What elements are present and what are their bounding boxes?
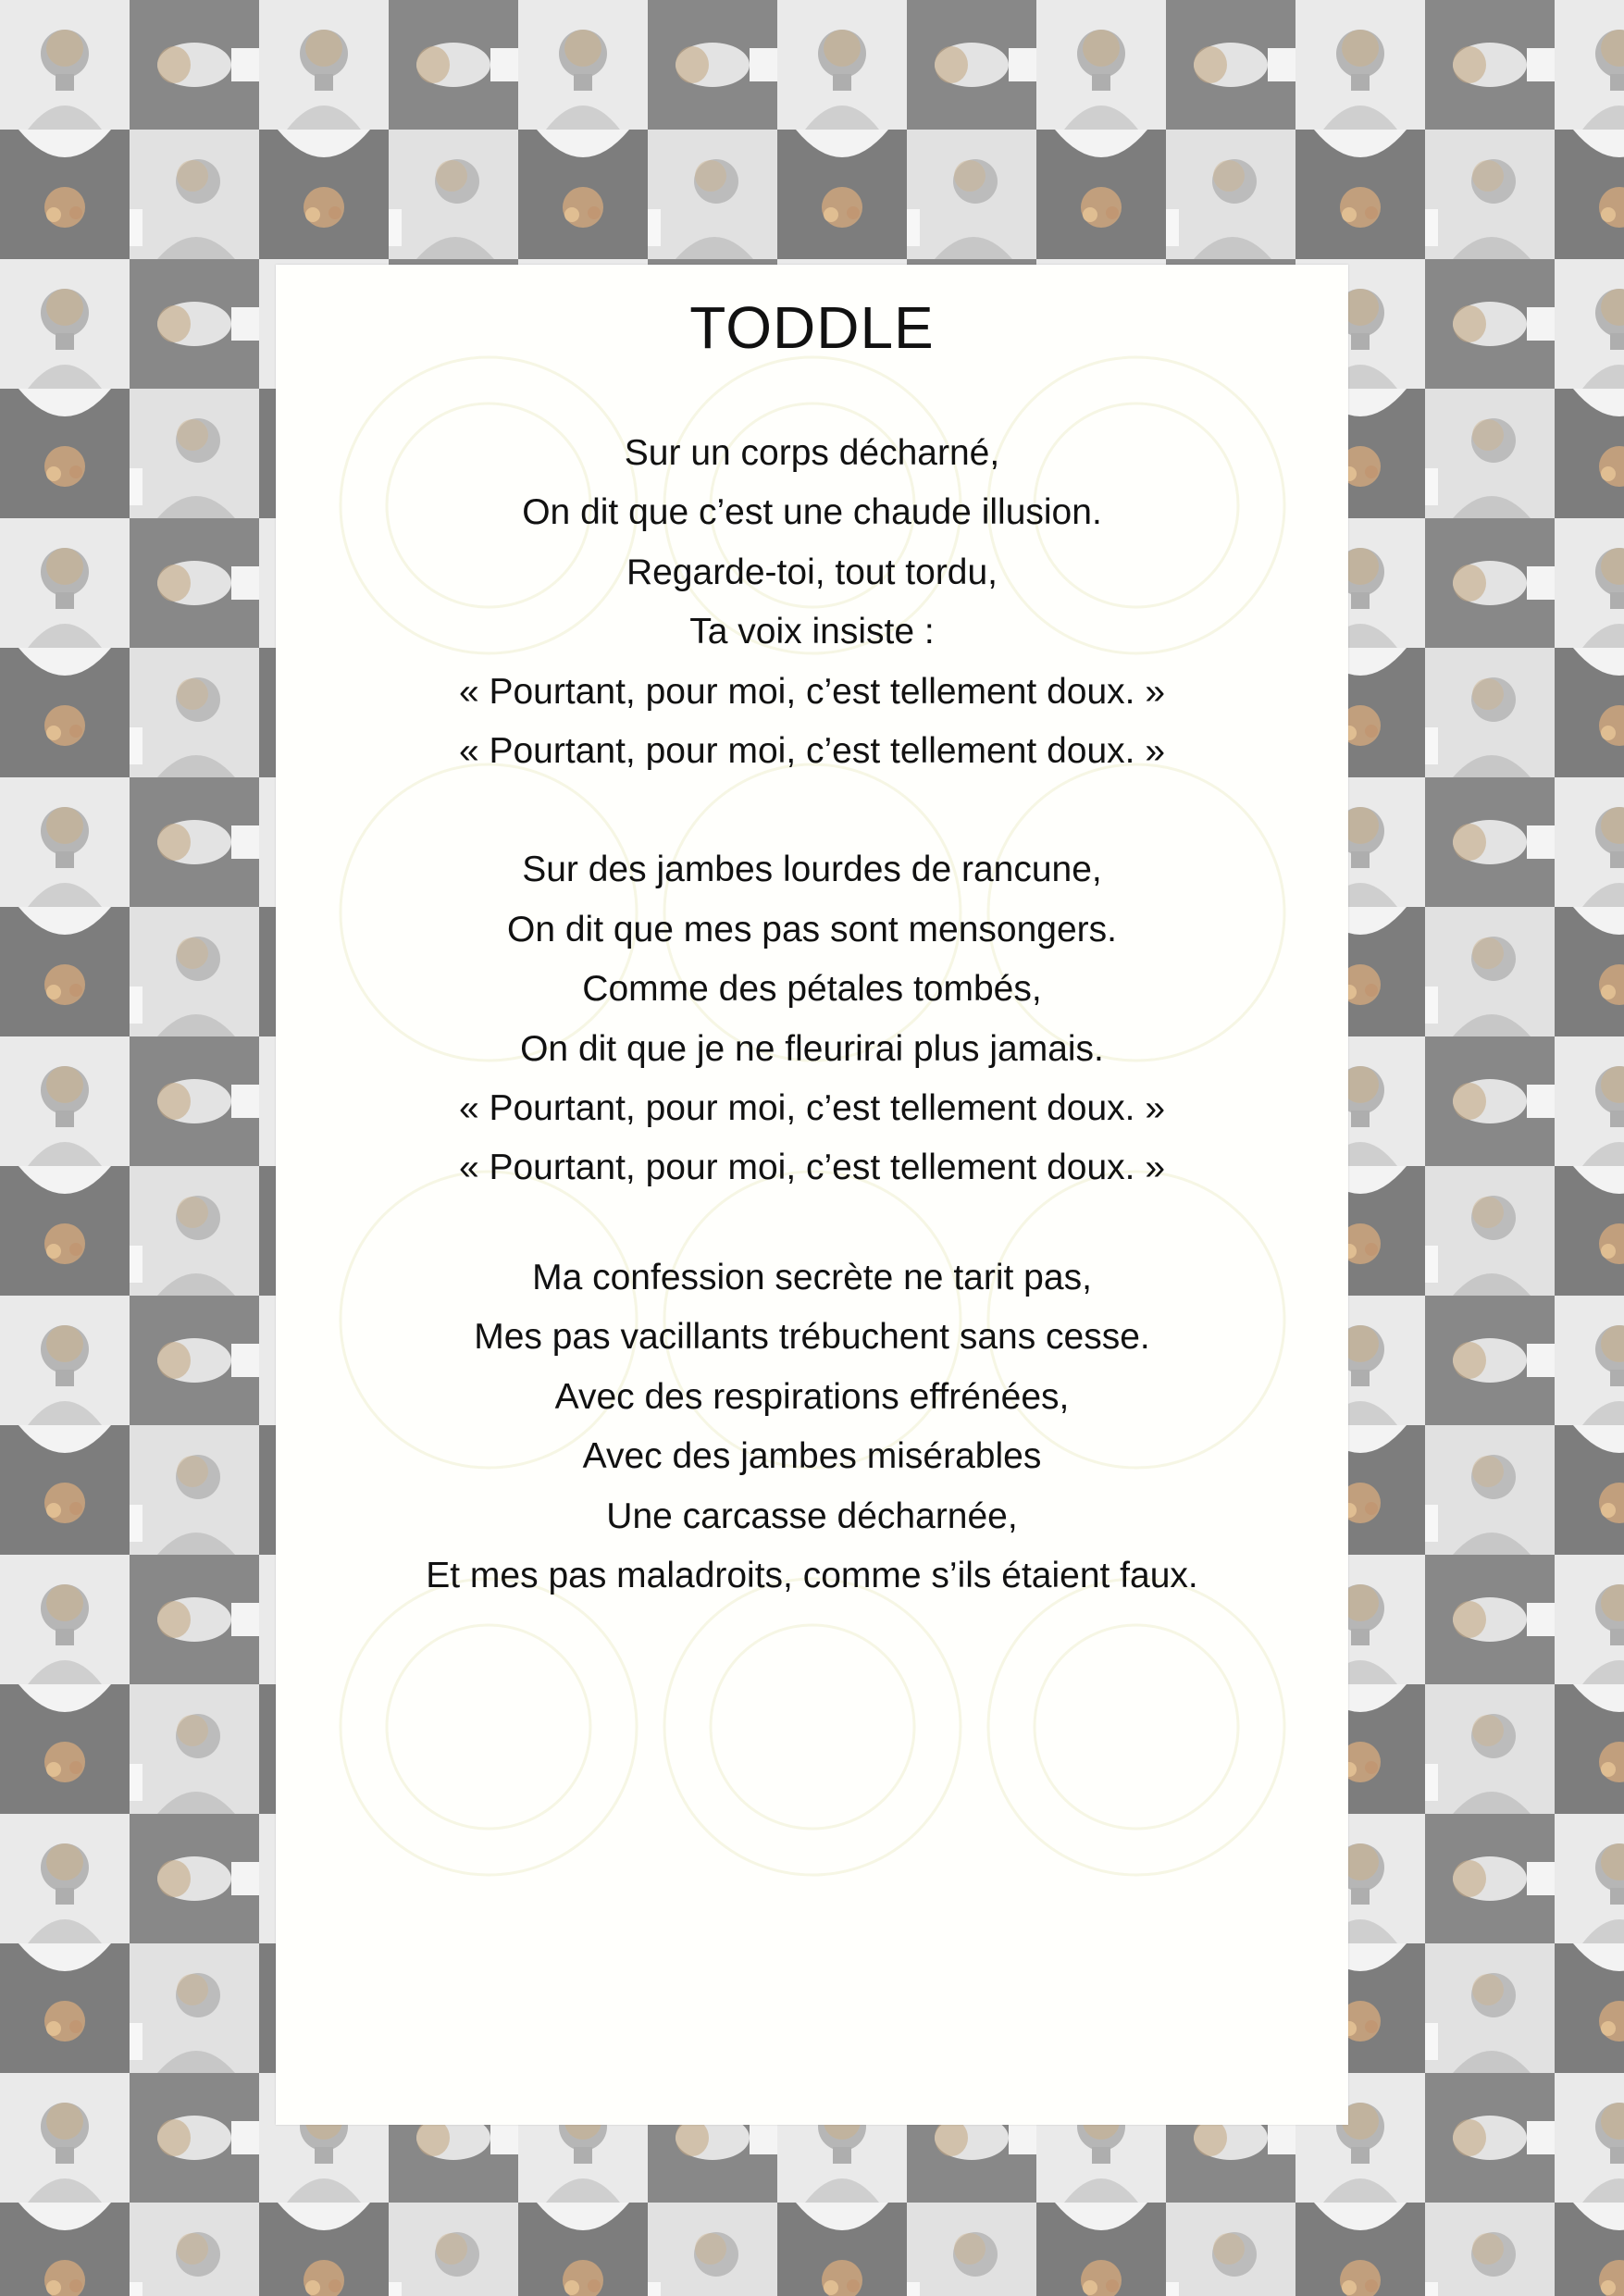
poem-line: « Pourtant, pour moi, c’est tellement doux. » (458, 731, 1166, 772)
poem-line: Avec des jambes misérables (582, 1436, 1042, 1477)
stanza-1 (276, 424, 1348, 781)
stanza-2 (276, 840, 1348, 1198)
poem-line: Avec des respirations effrénées, (554, 1376, 1070, 1417)
poem-line: Mes pas vacillants trébuchent sans cesse. (474, 1317, 1150, 1358)
poem-line: « Pourtant, pour moi, c’est tellement doux. » (458, 671, 1166, 712)
poem-title: TODDLE (689, 294, 935, 361)
poem-line: Comme des pétales tombés, (582, 969, 1042, 1010)
poem-line: Ta voix insiste : (689, 612, 935, 652)
poem-line: Une carcasse décharnée, (606, 1496, 1018, 1536)
poem-line: « Pourtant, pour moi, c’est tellement doux. » (458, 1148, 1166, 1188)
stanza-3 (276, 1248, 1348, 1606)
poem-line: On dit que c’est une chaude illusion. (522, 492, 1102, 533)
poem-line: Et mes pas maladroits, comme s’ils étaient faux. (426, 1555, 1198, 1595)
poem-line: Ma confession secrète ne tarit pas, (532, 1257, 1092, 1297)
poem-page (276, 265, 1348, 2125)
poem-line: On dit que mes pas sont mensongers. (506, 909, 1118, 949)
poem-line: Regarde-toi, tout tordu, (626, 552, 998, 592)
poem (276, 265, 1348, 1606)
poem-line: Sur un corps décharné, (624, 433, 1000, 473)
poem-line: « Pourtant, pour moi, c’est tellement doux. » (458, 1088, 1166, 1129)
poem-line: On dit que je ne fleurirai plus jamais. (520, 1028, 1104, 1069)
poem-line: Sur des jambes lourdes de rancune, (522, 850, 1102, 890)
